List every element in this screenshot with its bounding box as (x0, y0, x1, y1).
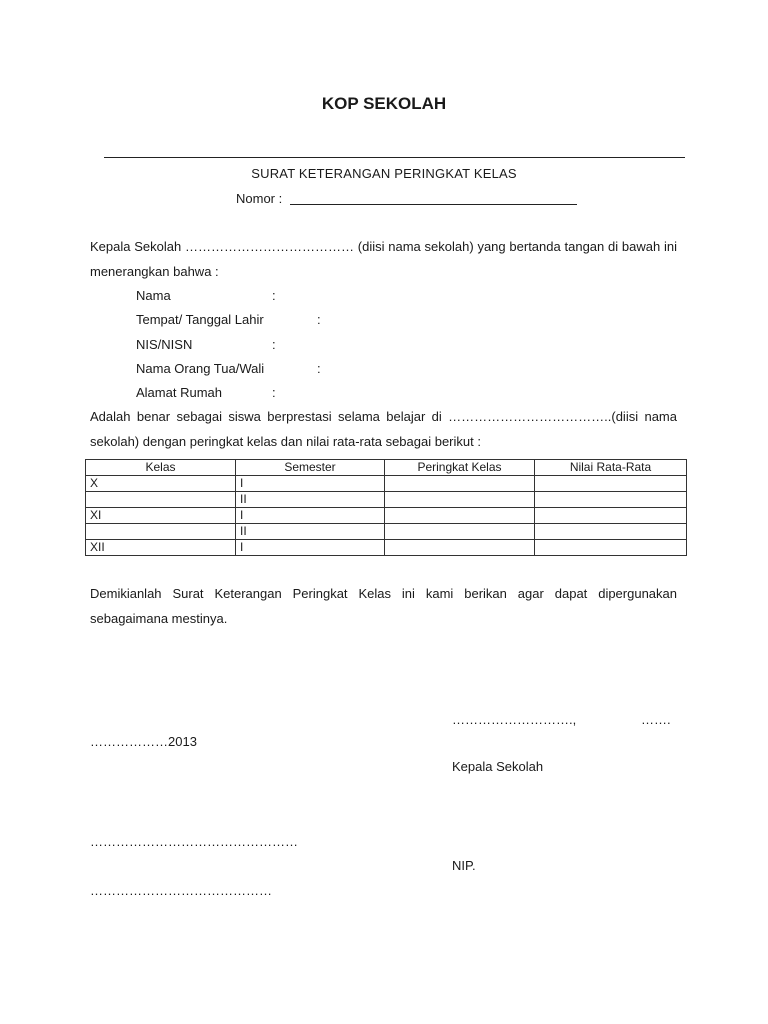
cell-nilai (535, 508, 687, 524)
cell-semester: I (236, 540, 385, 556)
header-semester: Semester (236, 460, 385, 476)
cell-nilai (535, 492, 687, 508)
cell-peringkat (385, 476, 535, 492)
table-row (86, 508, 687, 524)
field-label-alamat-rumah: Alamat Rumah (136, 385, 222, 400)
cell-kelas (86, 524, 236, 540)
table-row (86, 524, 687, 540)
table-header-row (86, 460, 687, 476)
closing-paragraph: Demikianlah Surat Keterangan Peringkat Kelas ini kami berikan agar dapat dipergunakan sebagaimana mestinya. (90, 586, 677, 626)
header-kelas: Kelas (86, 460, 236, 476)
field-label-tempat-tanggal-lahir: Tempat/ Tanggal Lahir (136, 312, 264, 327)
field-label-nama-orang-tua: Nama Orang Tua/Wali (136, 361, 265, 376)
field-colon-nama: : (272, 288, 276, 303)
cell-peringkat (385, 492, 535, 508)
cell-kelas: XI (86, 508, 236, 524)
statement-paragraph: Adalah benar sebagai siswa berprestasi selama belajar di ………………………………..(diisi nama sekolah) dengan peringkat kelas dan nilai rata-rata sebagai berikut : (90, 409, 677, 449)
document-title: SURAT KETERANGAN PERINGKAT KELAS (251, 166, 517, 181)
header-nilai-rata-rata: Nilai Rata-Rata (535, 460, 687, 476)
cell-kelas: XII (86, 540, 236, 556)
field-colon-nis-nisn: : (272, 337, 276, 352)
signature-date-blank: ……. (641, 712, 671, 727)
letterhead-divider-line (104, 157, 685, 158)
header-peringkat-kelas: Peringkat Kelas (385, 460, 535, 476)
signature-name-line: ………………………………………… (90, 834, 298, 849)
signature-date-year: ………………2013 (90, 734, 197, 749)
cell-peringkat (385, 540, 535, 556)
signature-place-blank: ………………………., (452, 712, 577, 727)
cell-semester: II (236, 492, 385, 508)
nip-line: …………………………………… (90, 883, 272, 898)
cell-semester: I (236, 508, 385, 524)
cell-kelas: X (86, 476, 236, 492)
field-label-nis-nisn: NIS/NISN (136, 337, 193, 352)
cell-peringkat (385, 524, 535, 540)
cell-nilai (535, 524, 687, 540)
nomor-blank-line (290, 204, 577, 205)
field-colon-tempat-tanggal-lahir: : (317, 312, 321, 327)
cell-semester: I (236, 476, 385, 492)
rank-score-table (85, 459, 687, 556)
nomor-label: Nomor : (236, 191, 283, 206)
cell-kelas (86, 492, 236, 508)
school-letterhead-title: KOP SEKOLAH (321, 94, 447, 113)
field-colon-nama-orang-tua: : (317, 361, 321, 376)
table-row (86, 492, 687, 508)
cell-peringkat (385, 508, 535, 524)
cell-nilai (535, 540, 687, 556)
cell-nilai (535, 476, 687, 492)
table-row (86, 540, 687, 556)
cell-semester: II (236, 524, 385, 540)
field-colon-alamat-rumah: : (272, 385, 276, 400)
nip-label: NIP. (452, 858, 476, 873)
field-label-nama: Nama (136, 288, 171, 303)
table-row (86, 476, 687, 492)
intro-paragraph: Kepala Sekolah ………………………………… (diisi nama sekolah) yang bertanda tangan di bawah ini menerangkan bahwa : (90, 239, 677, 279)
signature-title: Kepala Sekolah (452, 759, 544, 774)
